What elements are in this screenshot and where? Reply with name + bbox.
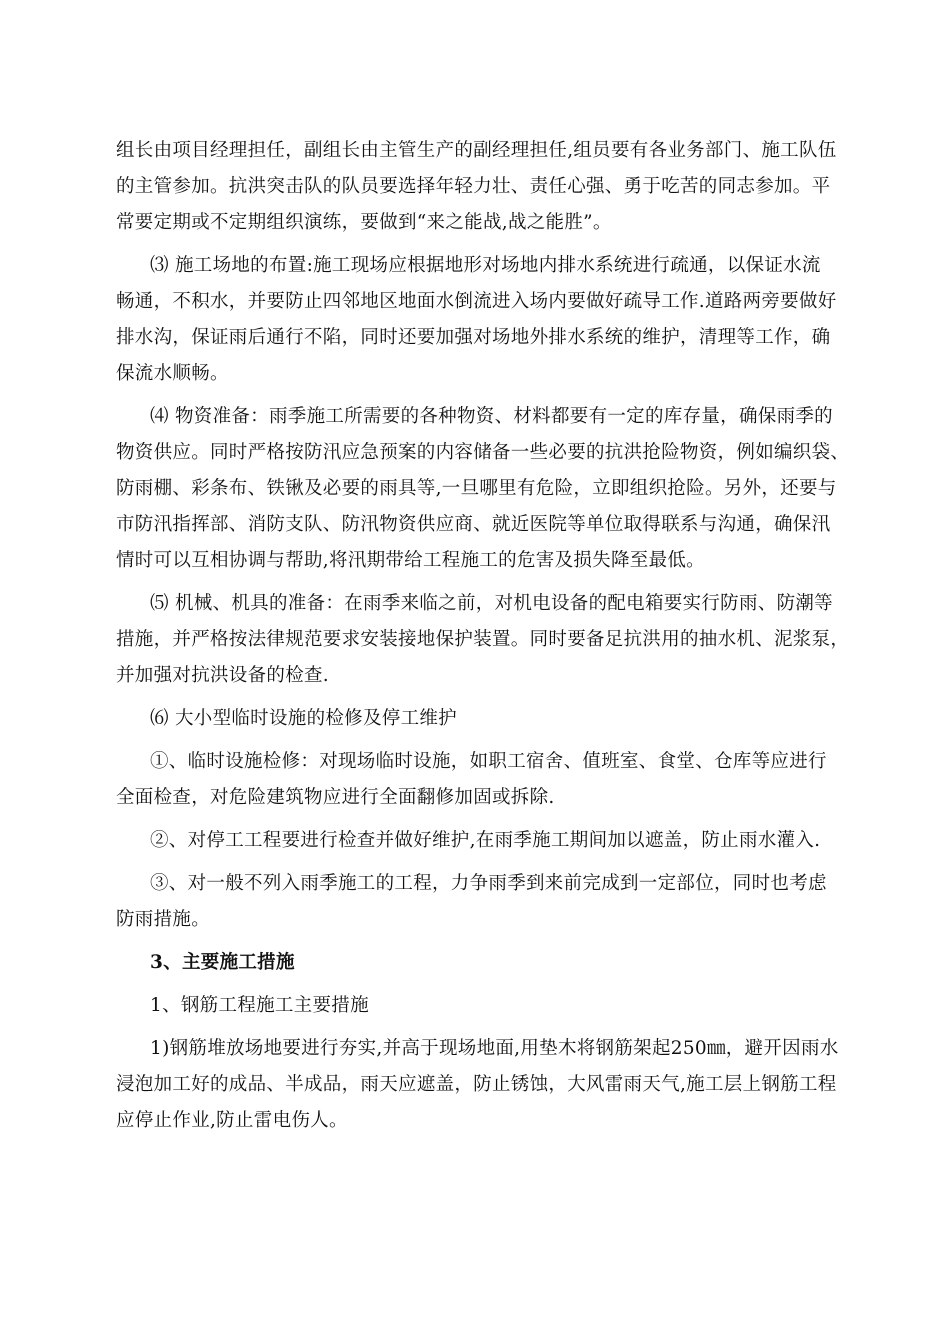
text-line: 1、钢筋工程施工主要措施 bbox=[150, 995, 369, 1016]
text-line: 畅通，不积水，并要防止四邻地区地面水倒流进入场内要做好疏导工作.道路两旁要做好 bbox=[116, 291, 837, 312]
paragraph-material-prep bbox=[116, 399, 862, 579]
paragraph-temp-facilities-heading bbox=[116, 701, 862, 737]
subsection-heading-rebar bbox=[116, 988, 862, 1024]
document-page bbox=[116, 133, 862, 1146]
text-line: ①、临时设施检修：对现场临时设施，如职工宿舍、值班室、食堂、仓库等应进行 bbox=[150, 751, 827, 772]
text-line: 情时可以互相协调与帮助,将汛期带给工程施工的危害及损失降至最低。 bbox=[116, 550, 705, 571]
text-line: 1)钢筋堆放场地要进行夯实,并高于现场地面,用垫木将钢筋架起250㎜，避开因雨水 bbox=[150, 1038, 839, 1059]
paragraph-rebar-storage bbox=[116, 1031, 862, 1139]
text-line: 保流水顺畅。 bbox=[116, 363, 229, 384]
text-line: 常要定期或不定期组织演练，要做到“来之能战,战之能胜”。 bbox=[116, 212, 612, 233]
text-line: 措施，并严格按法律规范要求安装接地保护装置。同时要备足抗洪用的抽水机、泥浆泵， bbox=[116, 629, 850, 650]
text-line: ⑷ 物资准备：雨季施工所需要的各种物资、材料都要有一定的库存量，确保雨季的 bbox=[150, 406, 833, 427]
text-line: 的主管参加。抗洪突击队的队员要选择年轻力壮、责任心强、勇于吃苦的同志参加。平 bbox=[116, 176, 831, 197]
text-line: 防雨棚、彩条布、铁锹及必要的雨具等,一旦哪里有危险，立即组织抢险。另外，还要与 bbox=[116, 478, 837, 499]
text-line: ⑸ 机械、机具的准备：在雨季来临之前，对机电设备的配电箱要实行防雨、防潮等 bbox=[150, 593, 833, 614]
text-line: 排水沟，保证雨后通行不陷，同时还要加强对场地外排水系统的维护，清理等工作，确 bbox=[116, 327, 831, 348]
paragraph-site-layout bbox=[116, 248, 862, 392]
paragraph-machinery-prep bbox=[116, 586, 862, 694]
text-line: ③、对一般不列入雨季施工的工程，力争雨季到来前完成到一定部位，同时也考虑 bbox=[150, 873, 827, 894]
text-line: 3、主要施工措施 bbox=[150, 952, 295, 973]
paragraph-facility-inspection bbox=[116, 744, 862, 816]
section-heading-main-measures bbox=[116, 945, 862, 981]
text-line: 并加强对抗洪设备的检查. bbox=[116, 665, 329, 686]
text-line: 全面检查，对危险建筑物应进行全面翻修加固或拆除. bbox=[116, 787, 555, 808]
text-line: ②、对停工工程要进行检查并做好维护,在雨季施工期间加以遮盖，防止雨水灌入. bbox=[150, 830, 821, 851]
paragraph-leader-duties bbox=[116, 133, 862, 241]
text-line: 物资供应。同时严格按防汛应急预案的内容储备一些必要的抗洪抢险物资，例如编织袋、 bbox=[116, 442, 850, 463]
paragraph-general-works bbox=[116, 866, 862, 938]
paragraph-stopped-works bbox=[116, 823, 862, 859]
text-line: 浸泡加工好的成品、半成品，雨天应遮盖，防止锈蚀，大风雷雨天气,施工层上钢筋工程 bbox=[116, 1074, 837, 1095]
text-line: ⑹ 大小型临时设施的检修及停工维护 bbox=[150, 708, 457, 729]
text-line: 应停止作业,防止雷电伤人。 bbox=[116, 1110, 348, 1131]
text-line: 防雨措施。 bbox=[116, 909, 211, 930]
text-line: 组长由项目经理担任，副组长由主管生产的副经理担任,组员要有各业务部门、施工队伍 bbox=[116, 140, 837, 161]
text-line: 市防汛指挥部、消防支队、防汛物资供应商、就近医院等单位取得联系与沟通，确保汛 bbox=[116, 514, 831, 535]
text-line: ⑶ 施工场地的布置:施工现场应根据地形对场地内排水系统进行疏通，以保证水流 bbox=[150, 255, 821, 276]
